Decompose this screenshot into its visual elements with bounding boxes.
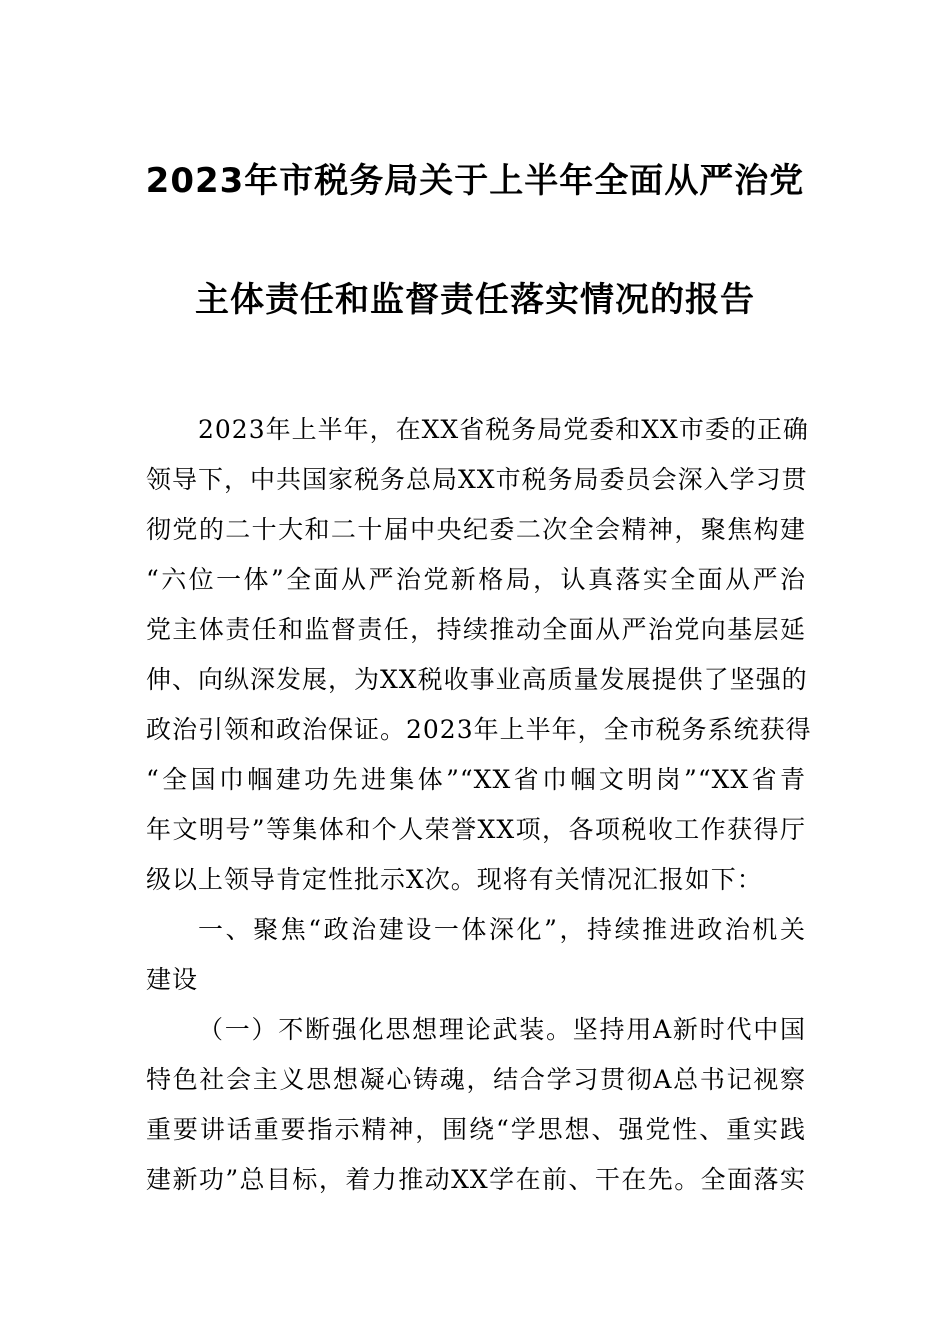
body-line: “六位一体”全面从严治党新格局，认真落实全面从严治	[146, 565, 806, 594]
body-line: 2023年上半年，在XX省税务局党委和XX市委的正确	[198, 415, 809, 444]
document-body	[146, 405, 812, 1205]
body-line: （一）不断强化思想理论武装。坚持用A新时代中国	[198, 1015, 806, 1044]
body-line: 特色社会主义思想凝心铸魂，结合学习贯彻A总书记视察	[146, 1065, 806, 1094]
body-line: 领导下，中共国家税务总局XX市税务局委员会深入学习贯	[146, 465, 808, 494]
body-line: 政治引领和政治保证。2023年上半年，全市税务系统获得	[146, 715, 812, 744]
body-line: 彻党的二十大和二十届中央纪委二次全会精神，聚焦构建	[146, 515, 806, 544]
section-heading-line: 建设	[146, 965, 199, 994]
body-line: 年文明号”等集体和个人荣誉XX项，各项税收工作获得厅	[146, 815, 806, 844]
body-line: 重要讲话重要指示精神，围绕“学思想、强党性、重实践	[146, 1115, 806, 1144]
body-line: 级以上领导肯定性批示X次。现将有关情况汇报如下：	[146, 865, 763, 894]
document-title-line-2: 主体责任和监督责任落实情况的报告	[195, 280, 755, 320]
document-title-line-1: 2023年市税务局关于上半年全面从严治党	[145, 161, 805, 201]
body-line: 党主体责任和监督责任，持续推动全面从严治党向基层延	[146, 615, 806, 644]
section-heading-line: 一、聚焦“政治建设一体深化”，持续推进政治机关	[198, 915, 806, 944]
body-line: 伸、向纵深发展，为XX税收事业高质量发展提供了坚强的	[146, 665, 808, 694]
body-line: 建新功”总目标，着力推动XX学在前、干在先。全面落实	[146, 1165, 806, 1194]
body-line: “全国巾帼建功先进集体”“XX省巾帼文明岗”“XX省青	[146, 765, 806, 794]
